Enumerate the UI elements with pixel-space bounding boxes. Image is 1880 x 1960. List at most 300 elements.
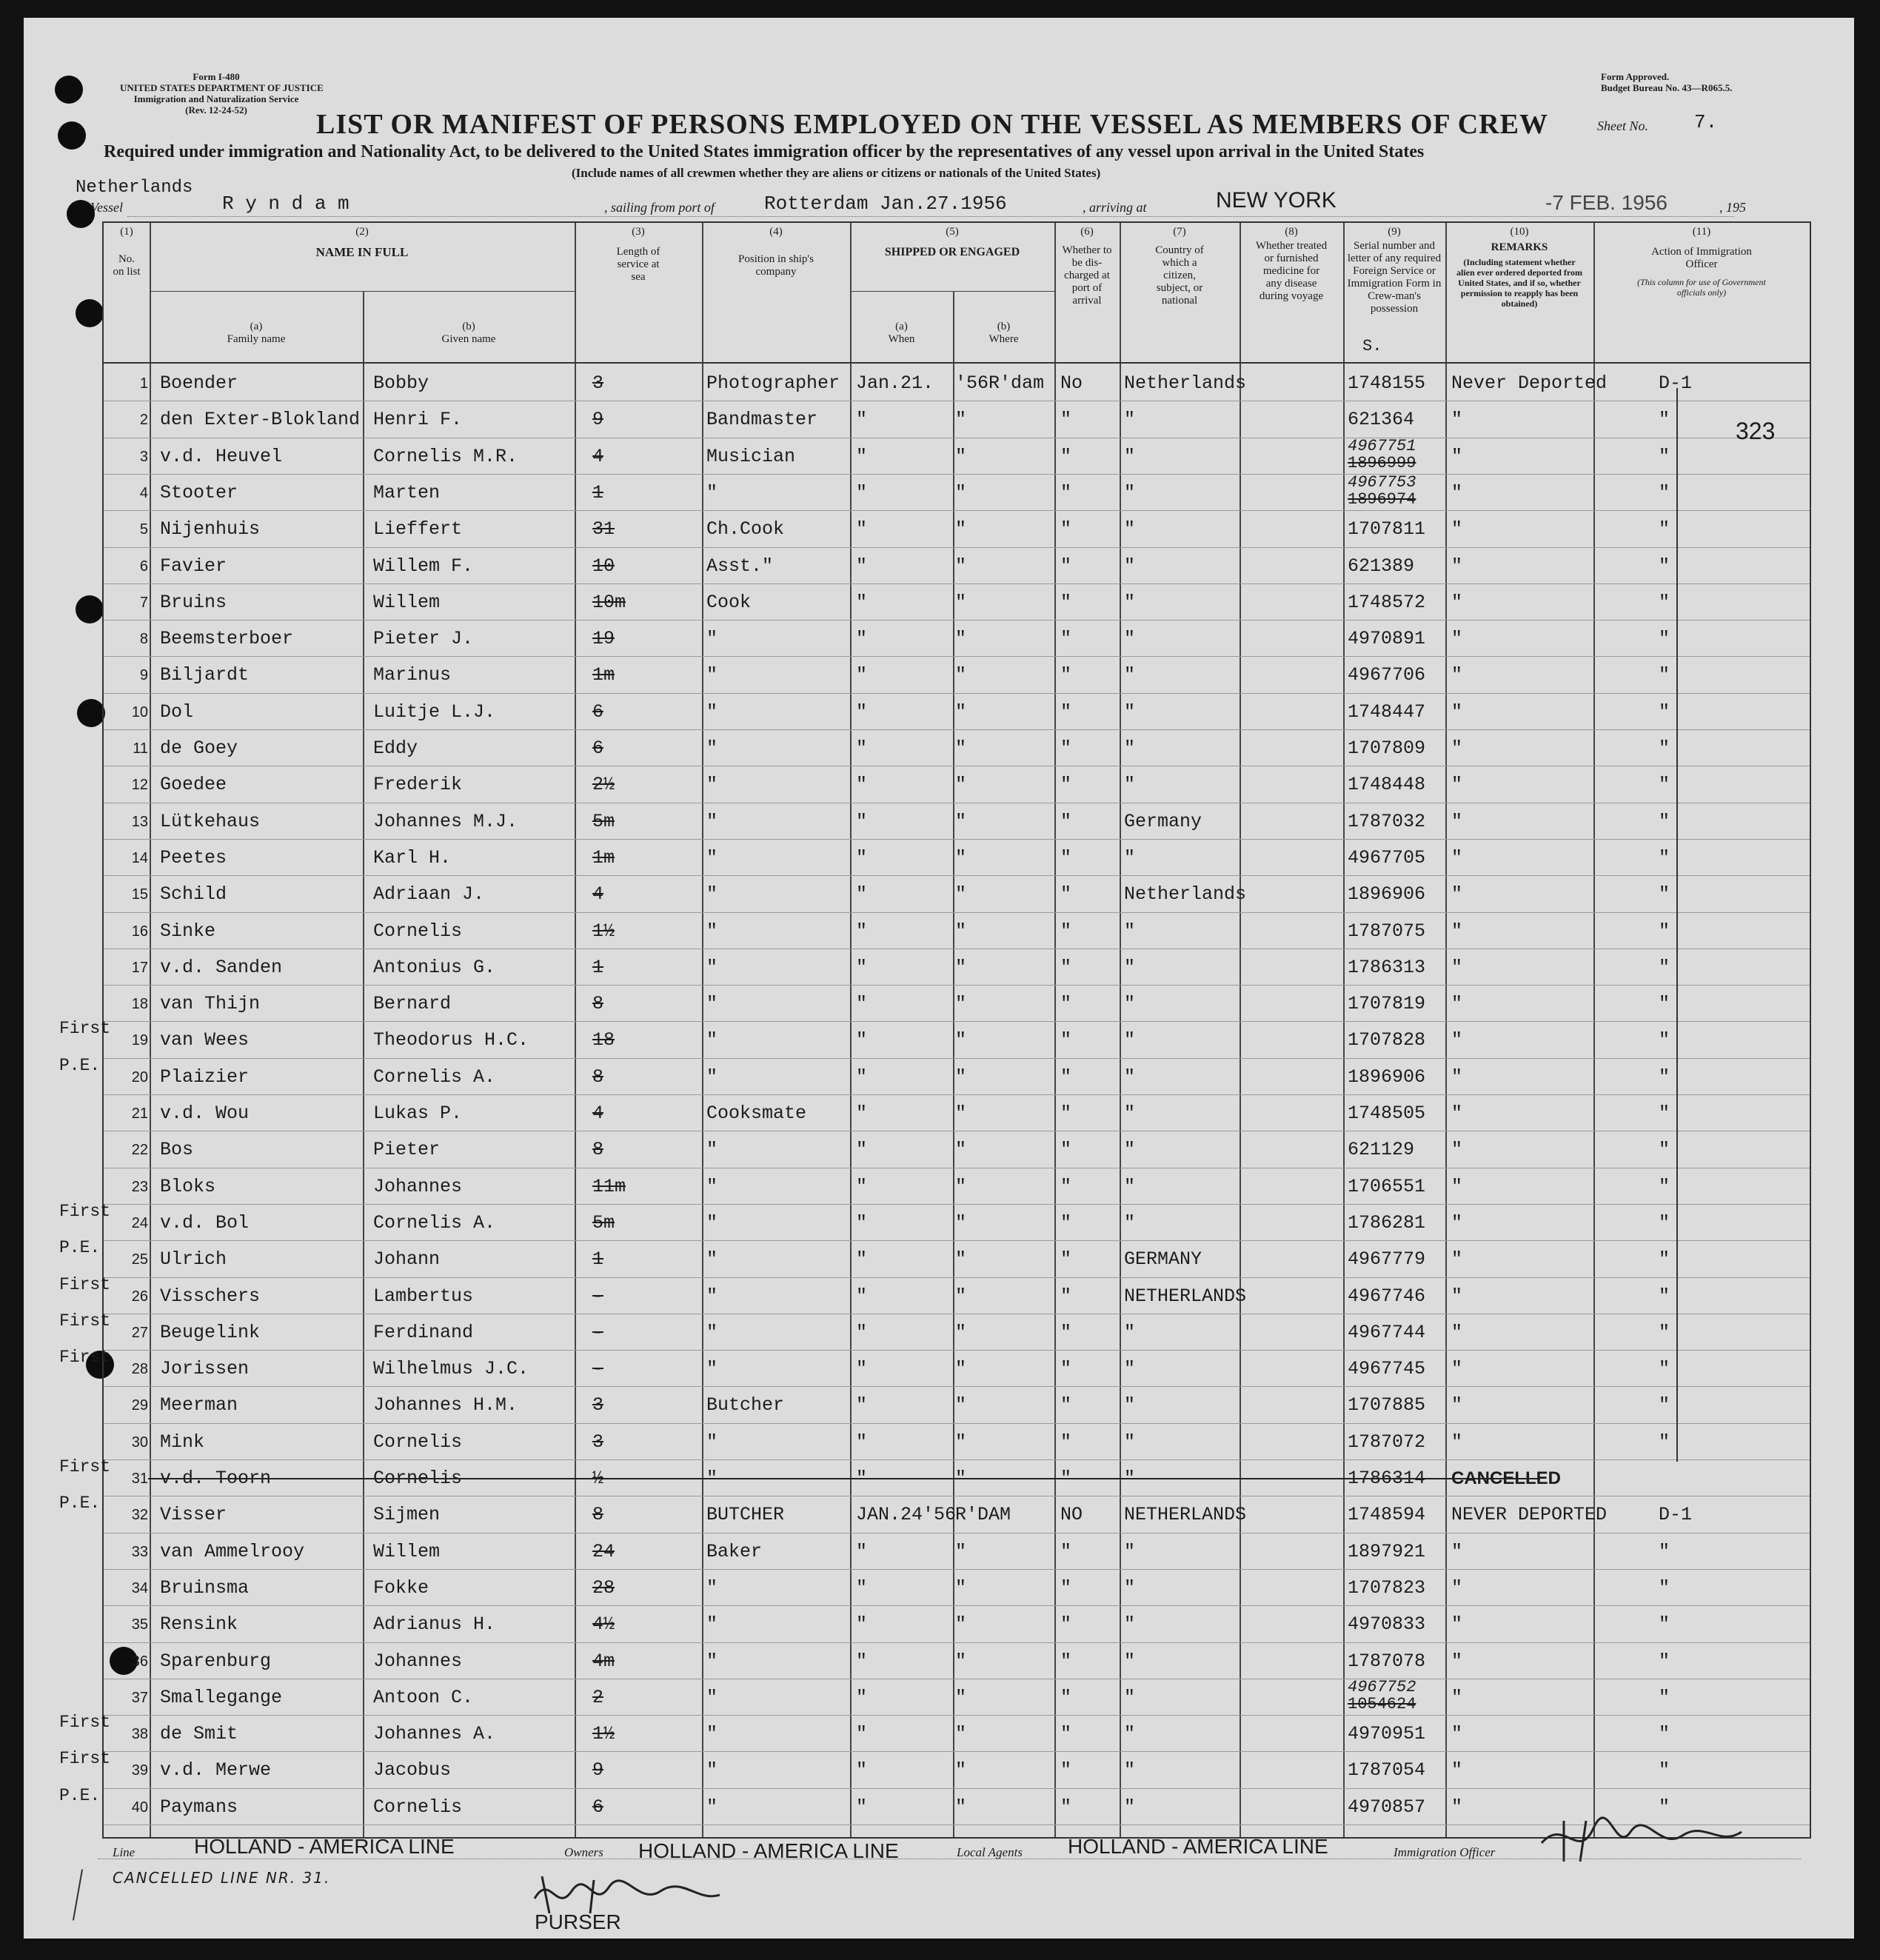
given-name: Antonius G. [373,956,496,978]
shipped-where: " [955,1650,967,1672]
serial-number: 1707809 [1348,737,1426,759]
length-of-service: 3 [592,1394,604,1417]
discharged: No [1060,372,1083,394]
serial-number: 1706551 [1348,1175,1426,1197]
purser-label: PURSER [535,1910,621,1933]
arriving-port: NEW YORK [1216,188,1337,213]
discharged: " [1060,1686,1072,1708]
row-number: 23 [131,1178,148,1195]
discharged: " [1060,1103,1072,1124]
action: " [1659,956,1670,978]
discharged: " [1060,591,1072,613]
remarks: " [1451,1248,1463,1271]
discharged: " [1060,1139,1072,1161]
length-of-service: - [592,1358,604,1380]
remarks: " [1451,555,1463,577]
shipped-where: " [955,1175,967,1197]
length-of-service: 6 [592,700,604,723]
row-number: 8 [139,631,148,648]
action: " [1659,1248,1670,1271]
action: " [1659,920,1670,942]
budget-bureau: Budget Bureau No. 43—R065.5. [1601,82,1733,93]
side-number: 323 [1736,418,1776,444]
shipped-when: " [856,1285,868,1307]
position: BUTCHER [706,1504,785,1526]
position: " [706,1175,718,1197]
serial-number: 621364 [1348,409,1415,431]
position: Asst." [706,555,774,577]
serial-number: 4970951 [1348,1723,1426,1745]
action: " [1659,1759,1670,1782]
position: Cook [706,591,752,613]
family-name: Biljardt [160,664,250,686]
remarks: " [1451,664,1463,686]
family-name: Goedee [160,774,227,796]
family-name: Boender [160,372,238,394]
country: " [1124,1175,1136,1197]
country: " [1124,1468,1136,1489]
shipped-when: " [856,774,868,796]
serial-number: 1707819 [1348,993,1426,1015]
position: " [706,664,718,686]
given-name: Lambertus [373,1285,474,1307]
remarks: " [1451,628,1463,650]
given-name: Bernard [373,993,452,1015]
length-of-service: 1½ [592,920,615,942]
margin-annotation: P.E. [59,1238,101,1258]
family-name: van Thijn [160,993,261,1015]
position: " [706,993,718,1015]
row-number: 33 [131,1543,148,1560]
margin-annotation: First [59,1749,111,1769]
position: " [706,1066,718,1088]
margin-annotation: First [59,1019,111,1039]
table-row [104,511,1810,547]
length-of-service: 1½ [592,1723,615,1745]
family-name: Stooter [160,481,238,504]
given-name: Adrianus H. [373,1613,496,1636]
given-name: Fokke [373,1576,429,1599]
shipped-when: " [856,1211,868,1234]
shipped-when: " [856,1358,868,1380]
family-name: v.d. Merwe [160,1759,272,1782]
row-number: 34 [131,1579,148,1596]
shipped-when: " [856,883,868,906]
given-name: Theodorus H.C. [373,1029,529,1051]
remarks: " [1451,737,1463,759]
row-number: 21 [131,1106,148,1122]
punch-hole [55,76,83,104]
length-of-service: 10 [592,555,615,577]
table-row [59,1749,1810,1788]
serial-number: 1707811 [1348,518,1426,541]
discharged: " [1060,1576,1072,1599]
row-number: 22 [131,1142,148,1159]
discharged: " [1060,700,1072,723]
position: " [706,1321,718,1343]
row-number: 15 [131,886,148,903]
shipped-where: " [955,518,967,541]
length-of-service: 4½ [592,1613,615,1636]
shipped-where: " [955,1248,967,1271]
serial-number: 4967745 [1348,1358,1426,1380]
discharged: " [1060,1613,1072,1636]
table-row [104,766,1810,803]
action: D-1 [1659,1504,1693,1526]
action: " [1659,1613,1670,1636]
remarks: " [1451,1431,1463,1453]
row-number: 25 [131,1251,148,1268]
length-of-service: 4 [592,1103,604,1124]
remarks: " [1451,883,1463,906]
discharged: " [1060,481,1072,504]
position: " [706,774,718,796]
shipped-where: " [955,737,967,759]
serial-number: 1786281 [1348,1211,1426,1234]
length-of-service: 1 [592,1248,604,1271]
shipped-when: " [856,1394,868,1417]
family-name: Ulrich [160,1248,227,1271]
position: " [706,846,718,869]
length-of-service: 8 [592,1504,604,1526]
page-title: LIST OR MANIFEST OF PERSONS EMPLOYED ON THE VESSEL AS MEMBERS OF CREW [316,109,1548,140]
row-number: 27 [131,1324,148,1341]
action: " [1659,846,1670,869]
cancelled-strike-line [148,1478,1540,1479]
sailing-label: , sailing from port of [604,200,715,215]
discharged: " [1060,846,1072,869]
shipped-when: " [856,700,868,723]
position: " [706,628,718,650]
shipped-where: " [955,1066,967,1088]
discharged: " [1060,956,1072,978]
length-of-service: 4 [592,883,604,906]
length-of-service: 8 [592,993,604,1015]
discharged: " [1060,1358,1072,1380]
serial-number: 4970857 [1348,1796,1426,1818]
country: " [1124,664,1136,686]
table-row [104,1095,1810,1131]
shipped-when: " [856,1029,868,1051]
length-of-service: 4 [592,445,604,467]
shipped-when: " [856,1796,868,1818]
given-name: Jacobus [373,1759,452,1782]
header-col9: (9) Serial number and letter of any required Foreign Service or Immigration Form in Crew-man's possession [1347,226,1442,315]
given-name: Johannes M.J. [373,810,518,832]
shipped-when: " [856,445,868,467]
row-number: 24 [131,1214,148,1231]
header-col5: (5) SHIPPED OR ENGAGED [884,226,1020,258]
given-name: Luitje L.J. [373,700,496,723]
service-name: Immigration and Naturalization Service [133,93,299,104]
action: " [1659,664,1670,686]
header-col7: (7) Country of which a citizen, subject, or national [1155,226,1204,307]
header-col10: (10) REMARKS (Including statement whether alien ever ordered deported from United States, and if so, whether permission to reapply has been obtained) [1456,226,1582,309]
position: " [706,700,718,723]
serial-number: 4967705 [1348,846,1426,869]
family-name: Mink [160,1431,205,1453]
remarks: " [1451,1321,1463,1343]
family-name: v.d. Wou [160,1103,250,1124]
action: " [1659,700,1670,723]
remarks: Never Deported [1451,372,1608,394]
shipped-where: " [955,591,967,613]
shipped-when: " [856,555,868,577]
discharged: " [1060,1431,1072,1453]
manifest-sheet [24,18,1854,1939]
family-name: Peetes [160,846,227,869]
row-number: 5 [139,521,148,538]
header-col3: (3) Length of service at sea [616,226,660,283]
position: " [706,1723,718,1745]
row-number: 13 [131,813,148,830]
given-name: Wilhelmus J.C. [373,1358,529,1380]
shipped-where: " [955,920,967,942]
country: " [1124,1103,1136,1124]
country: " [1124,1796,1136,1818]
shipped-when: " [856,920,868,942]
sheet-number: 7. [1694,111,1718,133]
discharged: " [1060,409,1072,431]
action: " [1659,445,1670,467]
remarks: " [1451,920,1463,942]
discharged: " [1060,664,1072,686]
country: " [1124,700,1136,723]
family-name: de Goey [160,737,238,759]
serial-number-new: 4967751 [1348,436,1416,455]
remarks: " [1451,409,1463,431]
action: " [1659,737,1670,759]
given-name: Cornelis A. [373,1211,496,1234]
family-name: Nijenhuis [160,518,261,541]
shipped-where: " [955,956,967,978]
country: " [1124,628,1136,650]
family-name: Bruinsma [160,1576,250,1599]
given-name: Frederik [373,774,463,796]
action: " [1659,1394,1670,1417]
required-statement: Required under immigration and Nationality Act, to be delivered to the United States immigration officer by the representatives of any vessel upon arrival in the United States [104,142,1425,161]
table-row [104,1643,1810,1679]
family-name: Plaizier [160,1066,250,1088]
row-number: 4 [139,484,148,501]
discharged: " [1060,1066,1072,1088]
position: " [706,1650,718,1672]
remarks: " [1451,591,1463,613]
length-of-service: 6 [592,1796,604,1818]
header-col2b: (b) Given name [441,321,496,345]
action: D-1 [1659,372,1693,394]
position: " [706,1211,718,1234]
shipped-when: " [856,1723,868,1745]
given-name: Bobby [373,372,429,394]
position: Butcher [706,1394,785,1417]
shipped-where: " [955,883,967,906]
punch-hole [76,299,104,327]
shipped-where: " [955,1321,967,1343]
shipped-when: " [856,481,868,504]
country: " [1124,993,1136,1015]
serial-number: 1787075 [1348,920,1426,942]
given-name: Johannes H.M. [373,1394,518,1417]
shipped-when: " [856,1576,868,1599]
family-name: Beemsterboer [160,628,294,650]
position: " [706,810,718,832]
length-of-service: 5m [592,1211,615,1234]
length-of-service: 11m [592,1175,626,1197]
family-name: Smallegange [160,1686,283,1708]
action: " [1659,518,1670,541]
department: UNITED STATES DEPARTMENT OF JUSTICE [120,82,324,93]
row-number: 40 [131,1799,148,1816]
remarks: " [1451,518,1463,541]
row-number: 19 [131,1032,148,1049]
action: " [1659,993,1670,1015]
remarks: " [1451,1613,1463,1636]
margin-annotation: P.E. [59,1785,101,1805]
family-name: v.d. Sanden [160,956,283,978]
table-row [104,584,1810,621]
family-name: den Exter-Blokland [160,409,361,431]
given-name: Sijmen [373,1504,441,1526]
country: " [1124,518,1136,541]
position: " [706,1431,718,1453]
margin-annotation: First [59,1457,111,1476]
position: " [706,956,718,978]
family-name: Jorissen [160,1358,250,1380]
table-row [104,365,1810,401]
length-of-service: 9 [592,409,604,431]
family-name: v.d. Toorn [160,1468,272,1489]
vessel-flag: Netherlands [76,178,193,198]
margin-annotation: P.E. [59,1055,101,1075]
shipped-where: R'DAM [955,1504,1011,1526]
country: Netherlands [1124,883,1247,906]
action: " [1659,1211,1670,1234]
family-name: Bloks [160,1175,216,1197]
shipped-where: " [955,1576,967,1599]
action: " [1659,1686,1670,1708]
serial-number: 1787078 [1348,1650,1426,1672]
margin-annotation: First [59,1274,111,1294]
footer-agents: HOLLAND - AMERICA LINE [1068,1835,1328,1858]
shipped-when: " [856,1103,868,1124]
shipped-where: " [955,409,967,431]
row-number: 31 [131,1471,148,1487]
discharged: " [1060,518,1072,541]
length-of-service: - [592,1321,604,1343]
shipped-where: " [955,1796,967,1818]
position: Musician [706,445,796,467]
action: " [1659,555,1670,577]
action: " [1659,774,1670,796]
table-row [104,876,1810,912]
length-of-service: 18 [592,1029,615,1051]
country: " [1124,481,1136,504]
discharged: " [1060,1321,1072,1343]
serial-number: 621389 [1348,555,1415,577]
shipped-when: " [856,664,868,686]
discharged: " [1060,1211,1072,1234]
serial-number-new: 4967752 [1348,1677,1416,1696]
table-row [104,913,1810,949]
row-number: 12 [131,777,148,794]
vessel-underline [127,216,1734,217]
serial-number: 4967706 [1348,664,1426,686]
remarks: " [1451,1576,1463,1599]
family-name: Sinke [160,920,216,942]
family-name: Visschers [160,1285,261,1307]
action: " [1659,481,1670,504]
table-row [104,730,1810,766]
action: " [1659,810,1670,832]
serial-number: 1707828 [1348,1029,1426,1051]
cancelled-line-note: CANCELLED LINE NR. 31. [113,1869,331,1887]
shipped-when: " [856,993,868,1015]
officer-signature [1534,1810,1749,1869]
discharged: " [1060,1540,1072,1562]
header-col4: (4) Position in ship's company [738,226,814,278]
action: " [1659,1175,1670,1197]
shipped-when: " [856,409,868,431]
shipped-when: " [856,956,868,978]
country: " [1124,1650,1136,1672]
table-row [104,1570,1810,1606]
country: " [1124,1723,1136,1745]
table-row [104,840,1810,876]
shipped-where: " [955,1723,967,1745]
position: " [706,920,718,942]
table-row [104,657,1810,693]
serial-number-new: 4967753 [1348,472,1416,492]
shipped-where: " [955,628,967,650]
given-name: Cornelis M.R. [373,445,518,467]
shipped-where: " [955,1103,967,1124]
shipped-when: Jan.21. [856,372,934,394]
serial-number-old: 1896999 [1348,453,1416,472]
discharged: " [1060,628,1072,650]
header-col2: (2) NAME IN FULL [315,226,409,259]
length-of-service: 3 [592,1431,604,1453]
given-name: Antoon C. [373,1686,474,1708]
remarks: " [1451,956,1463,978]
form-number: Form I-480 [193,71,240,82]
punch-hole [77,699,105,727]
shipped-where: " [955,555,967,577]
serial-number [1348,1679,1416,1713]
footer-owners-label: Owners [564,1845,603,1859]
shipped-when: " [856,518,868,541]
table-row [104,1424,1810,1460]
remarks: " [1451,774,1463,796]
country: " [1124,591,1136,613]
table-row [59,1274,1810,1314]
header-col5a: (a) When [888,321,915,345]
serial-number: 1897921 [1348,1540,1426,1562]
table-row [104,694,1810,730]
family-name: Lütkehaus [160,810,261,832]
shipped-where: " [955,1139,967,1161]
table-row [59,1494,1810,1533]
shipped-where: " [955,1358,967,1380]
country: " [1124,920,1136,942]
length-of-service: 9 [592,1759,604,1782]
header-col5b: (b) Where [988,321,1019,345]
shipped-when: " [856,810,868,832]
row-number: 6 [139,558,148,575]
serial-number [1348,472,1416,509]
action: " [1659,1650,1670,1672]
shipped-where: " [955,700,967,723]
